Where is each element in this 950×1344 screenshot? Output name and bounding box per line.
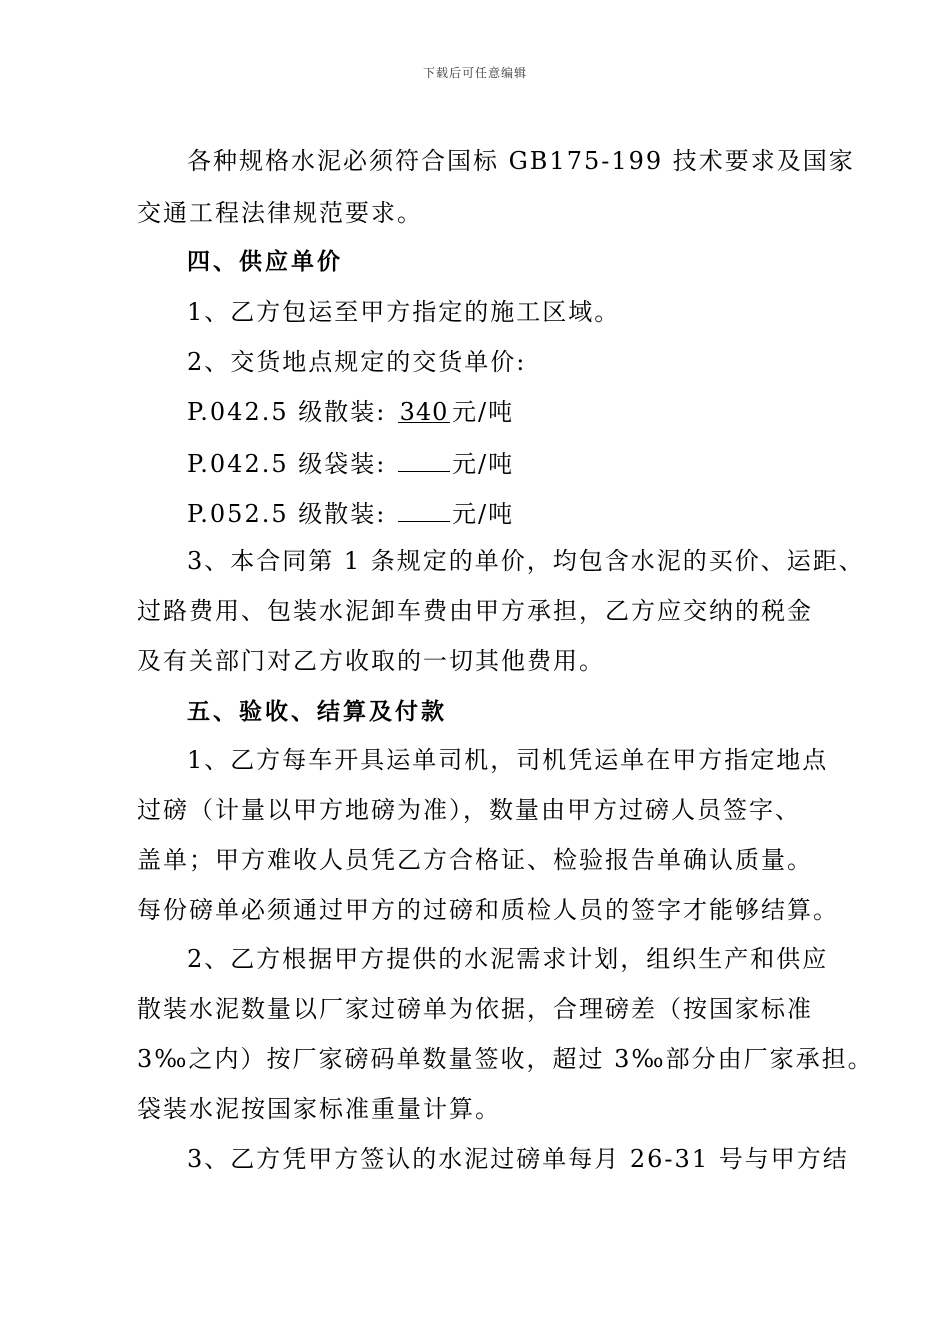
price-label: P.042.5 级散装: bbox=[187, 398, 387, 426]
paragraph-line: 过路费用、包装水泥卸车费由甲方承担，乙方应交纳的税金 bbox=[137, 597, 813, 625]
page-header: 下载后可任意编辑 bbox=[422, 66, 527, 80]
paragraph-line: 交通工程法律规范要求。 bbox=[137, 199, 423, 227]
price-row bbox=[187, 447, 887, 477]
paragraph-line: 1、乙方每车开具运单司机，司机凭运单在甲方指定地点 bbox=[187, 746, 829, 774]
paragraph-line: 盖单；甲方难收人员凭乙方合格证、检验报告单确认质量。 bbox=[137, 846, 813, 874]
paragraph-line: 袋装水泥按国家标准重量计算。 bbox=[137, 1095, 501, 1123]
price-value: 340 bbox=[399, 398, 449, 426]
paragraph-line: 每份磅单必须通过甲方的过磅和质检人员的签字才能够结算。 bbox=[137, 896, 839, 924]
price-unit: 元/吨 bbox=[451, 398, 515, 426]
list-item: 2、交货地点规定的交货单价: bbox=[187, 348, 527, 376]
paragraph-line: 2、乙方根据甲方提供的水泥需求计划，组织生产和供应 bbox=[187, 945, 829, 973]
paragraph-line: 过磅（计量以甲方地磅为准），数量由甲方过磅人员签字、 bbox=[137, 796, 801, 824]
paragraph-line: 3‰之内）按厂家磅码单数量签收，超过 3‰部分由厂家承担。 bbox=[137, 1045, 874, 1073]
price-value bbox=[398, 497, 450, 522]
price-unit: 元/吨 bbox=[451, 450, 515, 478]
paragraph-line: 各种规格水泥必须符合国标 GB175-199 技术要求及国家 bbox=[187, 147, 855, 175]
section-heading: 四、供应单价 bbox=[187, 249, 343, 275]
price-value bbox=[398, 447, 450, 472]
paragraph-line: 及有关部门对乙方收取的一切其他费用。 bbox=[137, 647, 605, 675]
price-label: P.052.5 级散装: bbox=[187, 500, 387, 528]
price-label: P.042.5 级袋装: bbox=[187, 450, 387, 478]
price-unit: 元/吨 bbox=[451, 500, 515, 528]
price-row bbox=[187, 397, 887, 427]
paragraph-line: 3、乙方凭甲方签认的水泥过磅单每月 26-31 号与甲方结 bbox=[187, 1145, 849, 1173]
paragraph-line: 散装水泥数量以厂家过磅单为依据，合理磅差（按国家标准 bbox=[137, 995, 813, 1023]
section-heading: 五、验收、结算及付款 bbox=[187, 699, 447, 725]
price-row bbox=[187, 497, 887, 527]
list-item: 1、乙方包运至甲方指定的施工区域。 bbox=[187, 298, 621, 326]
paragraph-line: 3、本合同第 1 条规定的单价，均包含水泥的买价、运距、 bbox=[187, 547, 865, 575]
